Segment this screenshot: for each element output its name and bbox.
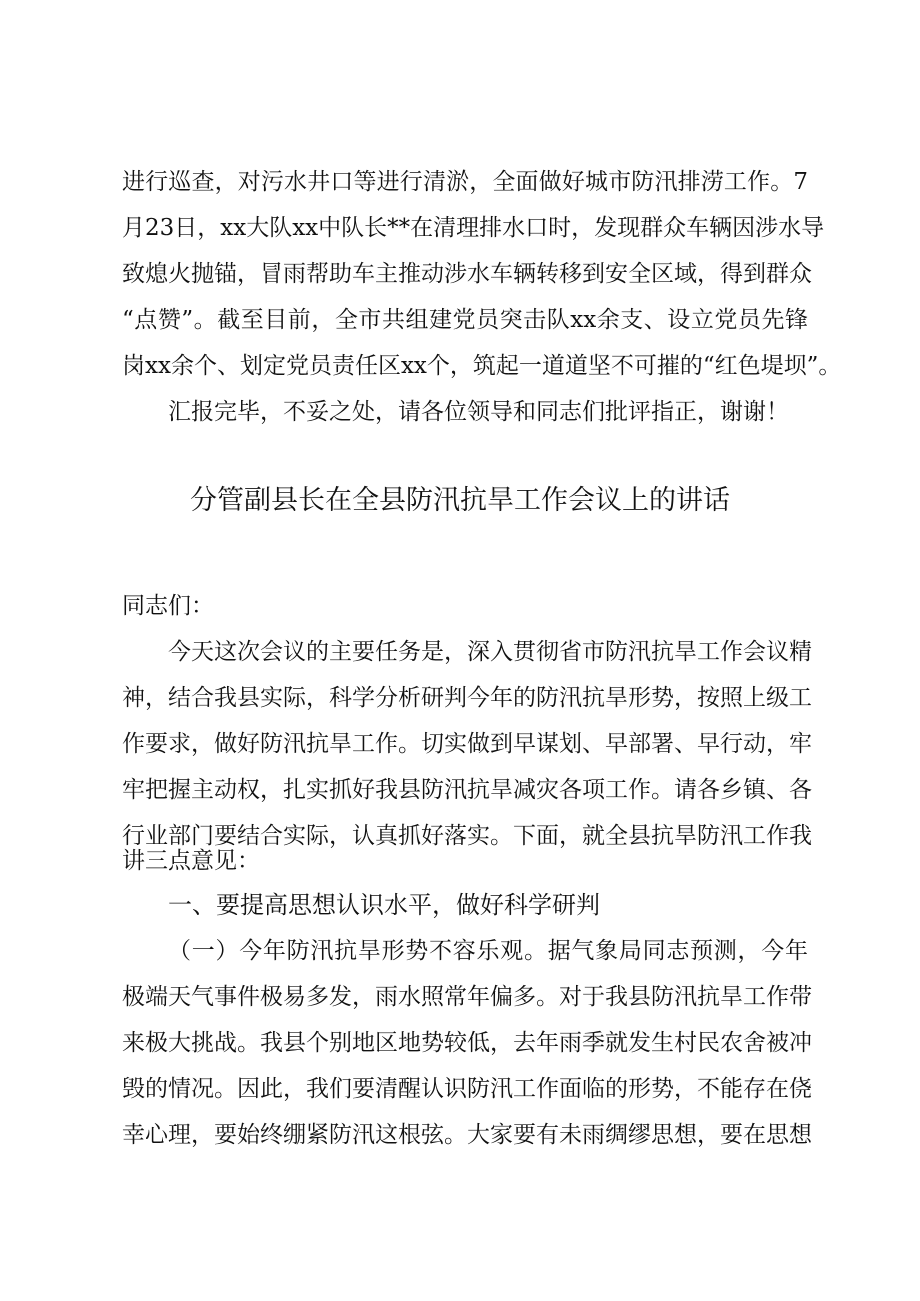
paragraph-line: 进行巡查，对污水井口等进行清淤，全面做好城市防汛排涝工作。7 bbox=[122, 169, 808, 195]
paragraph-line: 牢把握主动权，扎实抓好我县防汛抗旱减灾各项工作。请各乡镇、各 bbox=[122, 777, 812, 803]
paragraph-line: 月23日，xx大队xx中队长**在清理排水口时，发现群众车辆因涉水导 bbox=[122, 215, 825, 241]
paragraph-line: 幸心理，要始终绷紧防汛这根弦。大家要有未雨绸缪思想，要在思想 bbox=[122, 1122, 812, 1148]
paragraph-line: 神，结合我县实际，科学分析研判今年的防汛抗旱形势，按照上级工 bbox=[122, 685, 812, 711]
speech-title: 分管副县长在全县防汛抗旱工作会议上的讲话 bbox=[190, 485, 730, 516]
paragraph-line: 来极大挑战。我县个别地区地势较低，去年雨季就发生村民农舍被冲 bbox=[122, 1030, 812, 1056]
paragraph-line: 行业部门要结合实际，认真抓好落实。下面，就全县抗旱防汛工作我 bbox=[122, 823, 812, 849]
salutation: 同志们： bbox=[122, 593, 214, 619]
paragraph-line: “点赞”。截至目前，全市共组建党员突击队xx余支、设立党员先锋 bbox=[122, 307, 808, 333]
paragraph-line: 今天这次会议的主要任务是，深入贯彻省市防汛抗旱工作会议精 bbox=[168, 639, 812, 665]
paragraph-line: 讲三点意见： bbox=[122, 848, 260, 874]
paragraph-line: 岗xx余个、划定党员责任区xx个，筑起一道道坚不可摧的“红色堤坝”。 bbox=[122, 353, 842, 379]
section-heading: 一、要提高思想认识水平，做好科学研判 bbox=[168, 891, 600, 919]
paragraph-line: 极端天气事件极易多发，雨水照常年偏多。对于我县防汛抗旱工作带 bbox=[122, 984, 812, 1010]
paragraph-line: （一）今年防汛抗旱形势不容乐观。据气象局同志预测，今年 bbox=[168, 938, 808, 964]
paragraph-line: 作要求，做好防汛抗旱工作。切实做到早谋划、早部署、早行动，牢 bbox=[122, 731, 812, 757]
paragraph-line: 致熄火抛锚，冒雨帮助车主推动涉水车辆转移到安全区域，得到群众 bbox=[122, 261, 812, 287]
closing-line: 汇报完毕，不妥之处，请各位领导和同志们批评指正，谢谢！ bbox=[168, 399, 789, 425]
paragraph-line: 毁的情况。因此，我们要清醒认识防汛工作面临的形势，不能存在侥 bbox=[122, 1076, 812, 1102]
